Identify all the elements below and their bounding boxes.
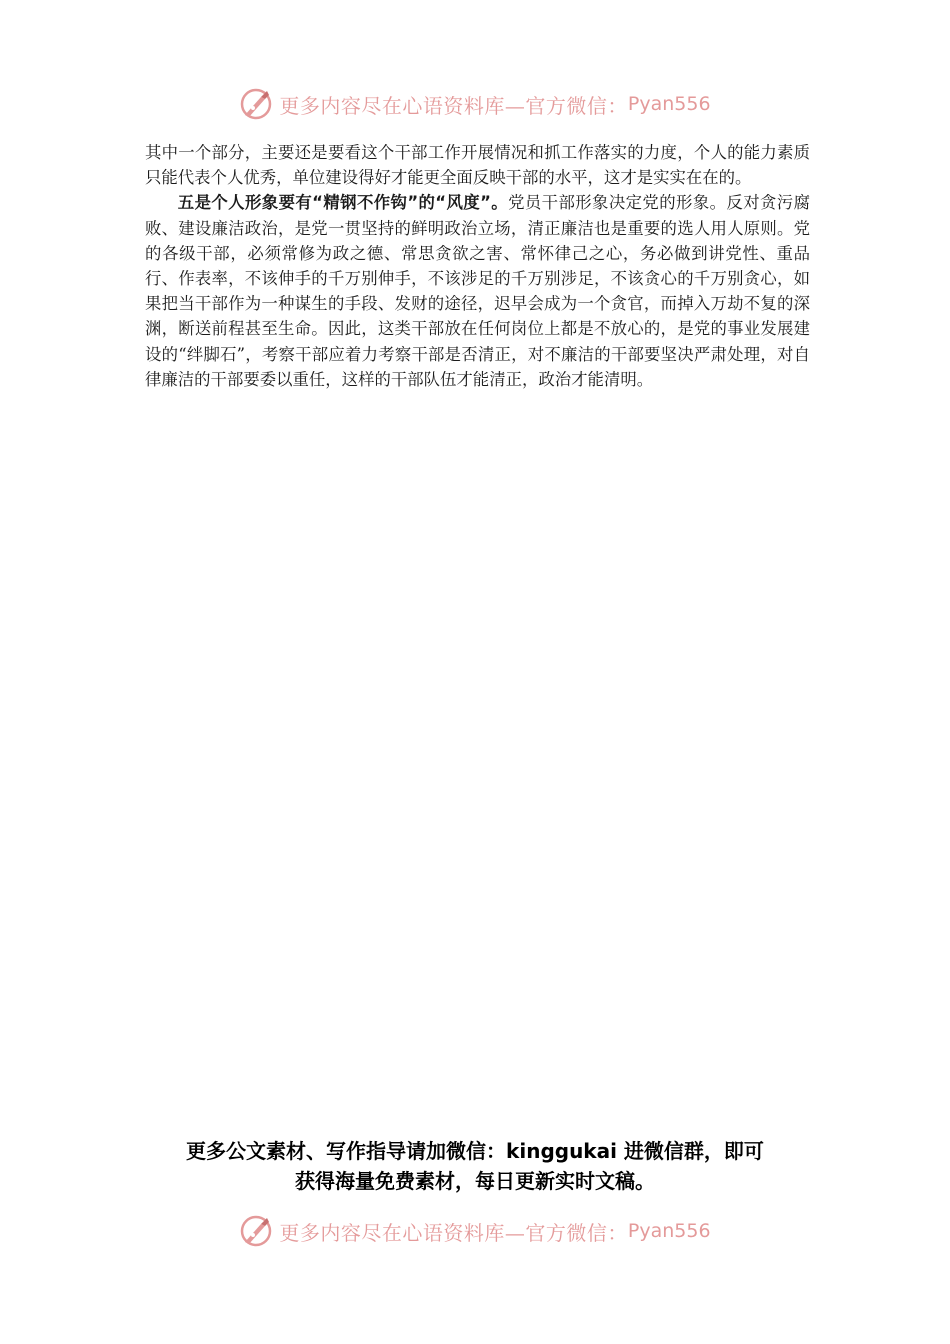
header-watermark (0, 82, 950, 126)
watermark-id: Pyan556 (627, 93, 711, 115)
footer-note (0, 1136, 950, 1196)
pen-logo-icon (239, 87, 273, 121)
pen-logo-icon (239, 1214, 273, 1248)
footer-line-1: 更多公文素材、写作指导请加微信：kinggukai 进微信群，即可 (186, 1139, 764, 1163)
watermark-id: Pyan556 (627, 1220, 711, 1242)
paragraph-1: 其中一个部分，主要还是要看这个干部工作开展情况和抓工作落实的力度，个人的能力素质只能代表个人优秀，单位建设得好才能更全面反映干部的水平，这才是实实在在的。 (145, 143, 810, 188)
paragraph-2 (145, 190, 810, 392)
document-body (145, 140, 810, 392)
watermark-text: 更多内容尽在心语资料库—官方微信： (279, 93, 628, 118)
footer-watermark (0, 1209, 950, 1253)
watermark-text: 更多内容尽在心语资料库—官方微信： (279, 1220, 628, 1245)
footer-line-2: 获得海量免费素材，每日更新实时文稿。 (295, 1169, 655, 1193)
paragraph-2-heading: 五是个人形象要有“精钢不作钩”的“风度”。 (177, 193, 509, 213)
paragraph-2-text: 党员干部形象决定党的形象。反对贪污腐败、建设廉洁政治，是党一贯坚持的鲜明政治立场，清正廉洁也是重要的选人用人原则。党的各级干部，必须常修为政之德、常思贪欲之害、常怀律己之心，务必做到讲党性、重品行、作表率，不该伸手的千万别伸手，不该涉足的千万别涉足，不该贪心的千万别贪心，如果把当干部作为一种谋生的手段、发财的途径，迟早会成为一个贪官，而掉入万劫不复的深渊，断送前程甚至生命。因此，这类干部放在任何岗位上都是不放心的，是党的事业发展建设的“绊脚石”，考察干部应着力考察干部是否清正，对不廉洁的干部要坚决严肃处理，对自律廉洁的干部要委以重任，这样的干部队伍才能清正，政治才能清明。 (145, 193, 810, 389)
